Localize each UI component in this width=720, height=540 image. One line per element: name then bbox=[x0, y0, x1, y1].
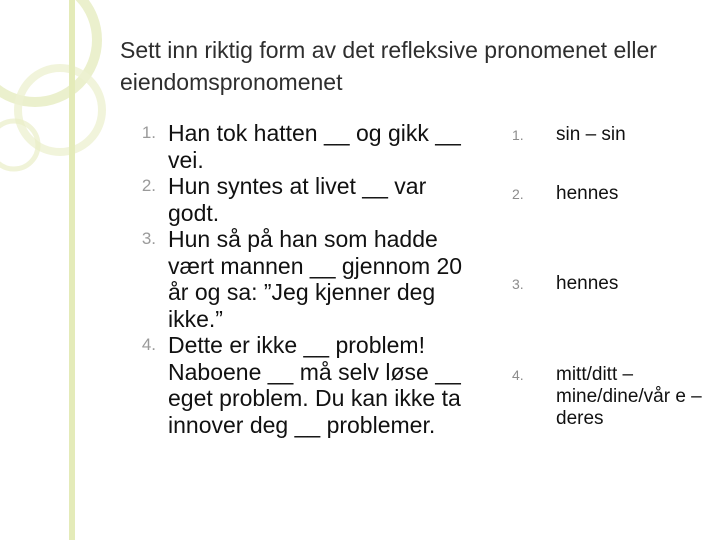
answer-number: 3. bbox=[512, 276, 524, 292]
question-item bbox=[120, 120, 470, 173]
question-text: Hun så på han som hadde vært mannen __ gjennom 20 år og sa: ”Jeg kjenner deg ikke.” bbox=[168, 226, 463, 332]
answer-text: hennes bbox=[556, 183, 619, 204]
question-item bbox=[120, 226, 470, 332]
question-number: 3. bbox=[141, 229, 156, 248]
question-text: Dette er ikke __ problem! Naboene __ må selv løse __ eget problem. Du kan ikke ta innover deg __ problemer. bbox=[168, 332, 461, 438]
question-list bbox=[120, 120, 470, 438]
answer-number: 2. bbox=[512, 186, 524, 202]
question-text: Han tok hatten __ og gikk __ vei. bbox=[168, 120, 461, 173]
answer-text: mitt/ditt – mine/dine/vår e – deres bbox=[556, 364, 702, 429]
question-number: 1. bbox=[141, 123, 156, 142]
decorative-circle-medium bbox=[18, 68, 102, 152]
question-number: 2. bbox=[141, 176, 156, 195]
answer-text: sin – sin bbox=[556, 124, 626, 145]
answer-number: 4. bbox=[512, 367, 524, 383]
question-item bbox=[120, 173, 470, 226]
decorative-circle-large bbox=[0, 0, 97, 102]
question-item bbox=[120, 332, 470, 438]
left-accent-bar bbox=[69, 0, 75, 540]
answer-text: hennes bbox=[556, 273, 619, 294]
slide-title: Sett inn riktig form av det refleksive pronomenet eller eiendomspronomenet bbox=[120, 37, 657, 95]
answer-number: 1. bbox=[512, 127, 524, 143]
question-text: Hun syntes at livet __ var godt. bbox=[168, 173, 427, 226]
question-number: 4. bbox=[141, 335, 156, 354]
